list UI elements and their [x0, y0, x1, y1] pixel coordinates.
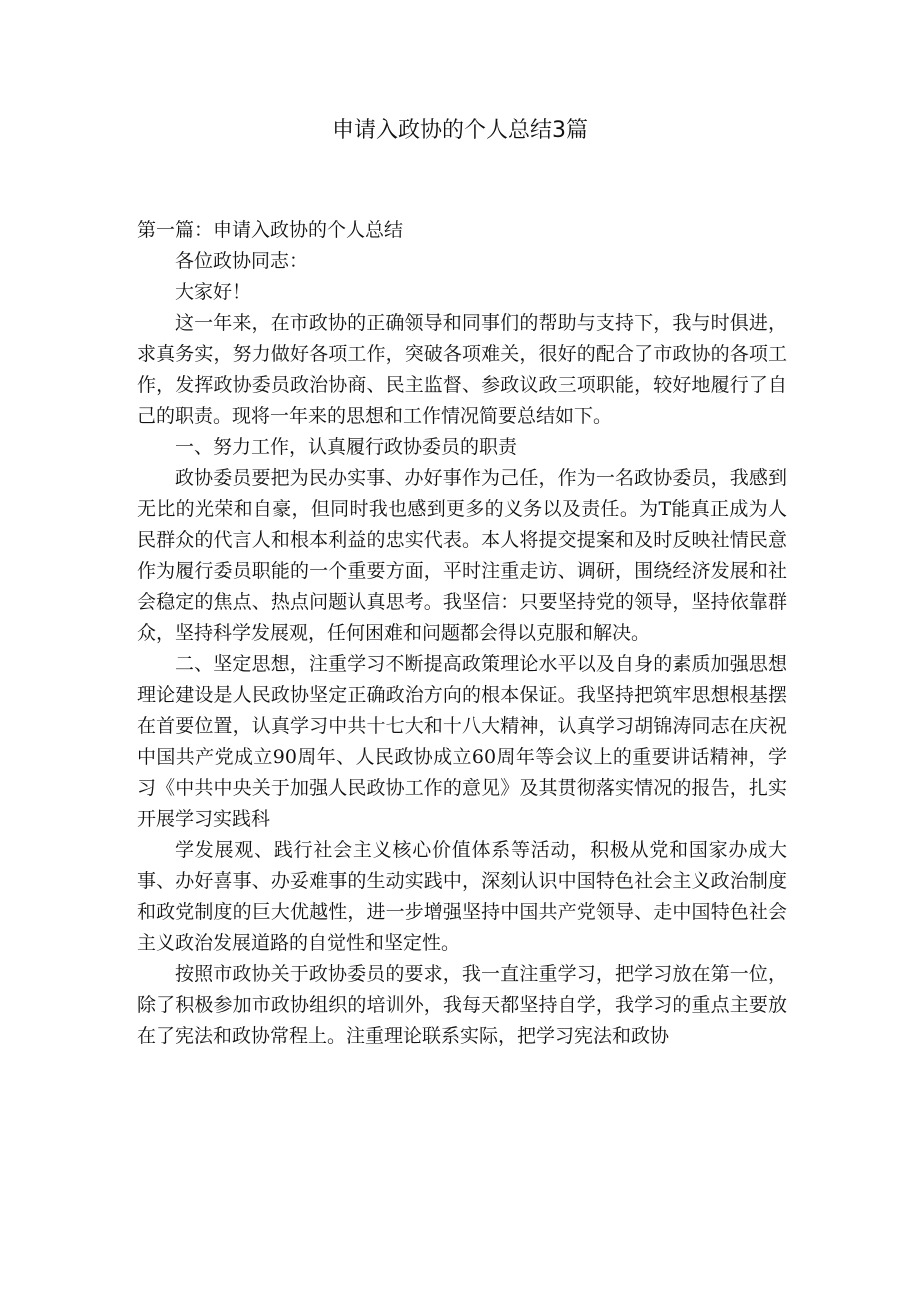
paragraph-intro: 这一年来，在市政协的正确领导和同事们的帮助与支持下，我与时俱进，求真务实，努力做好各项工作，突破各项难关，很好的配合了市政协的各项工作，发挥政协委员政治协商、民主监督、参政议政三项职能，较好地履行了自己的职责。现将一年来的思想和工作情况简要总结如下。 [137, 312, 787, 427]
paragraph-duties: 政协委员要把为民办实事、办好事作为己任，作为一名政协委员，我感到无比的光荣和自豪，但同时我也感到更多的义务以及责任。为T能真正成为人民群众的代言人和根本利益的忠实代表。本人将提交提案和及时反映社情民意作为履行委员职能的一个重要方面，平时注重走访、调研，围绕经济发展和社会稳定的焦点、热点问题认真思考。我坚信：只要坚持党的领导，坚持依靠群众，坚持科学发展观，任何困难和问题都会得以克服和解决。 [137, 467, 787, 644]
paragraph-heading-two: 二、坚定思想，注重学习不断提高政策理论水平以及自身的素质加强思想理论建设是人民政协坚定正确政治方向的根本保证。我坚持把筑牢思想根基摆在首要位置，认真学习中共十七大和十八大精神，认真学习胡锦涛同志在庆祝中国共产党成立90周年、人民政协成立60周年等会议上的重要讲话精神，学习《中共中央关于加强人民政协工作的意见》及其贯彻落实情况的报告，扎实开展学习实践科 [137, 653, 787, 830]
document-title: 申请入政协的个人总结3篇 [332, 118, 588, 143]
salutation: 各位政协同志： [175, 250, 309, 272]
section-heading: 第一篇：申请入政协的个人总结 [137, 219, 404, 241]
paragraph-study: 按照市政协关于政协委员的要求，我一直注重学习，把学习放在第一位，除了积极参加市政协组织的培训外，我每天都坚持自学，我学习的重点主要放在了宪法和政协常程上。注重理论联系实际，把学习宪法和政协 [137, 963, 787, 1047]
paragraph-heading-one: 一、努力工作，认真履行政协委员的职责 [175, 436, 518, 458]
document-body [137, 215, 787, 1052]
paragraph-practice: 学发展观、践行社会主义核心价值体系等活动，积极从党和国家办成大事、办好喜事、办妥难事的生动实践中，深刻认识中国特色社会主义政治制度和政党制度的巨大优越性，进一步增强坚持中国共产党领导、走中国特色社会主义政治发展道路的自觉性和坚定性。 [137, 839, 787, 954]
greeting: 大家好！ [175, 281, 252, 303]
